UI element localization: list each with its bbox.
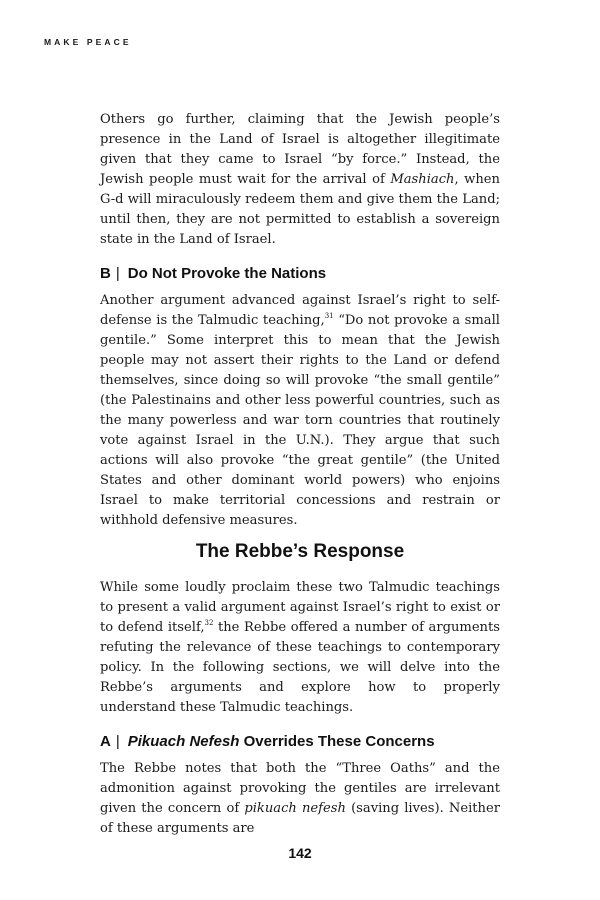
paragraph-text: , when G-d will miraculously redeem them and give them the Land; until then, they are not permitted to establish a sovereign state in the Land of Israel.: [100, 172, 500, 247]
subheading-letter: A: [100, 733, 111, 750]
footnote-ref-32[interactable]: 32: [204, 618, 214, 627]
page-number: 142: [288, 845, 312, 861]
section-title: The Rebbe’s Response: [195, 541, 405, 562]
paragraph-text: the Rebbe offered a number of arguments refuting the relevance of these teachings to contemporary policy. In the following sections, we will delve into the Rebbe’s arguments and explore how to properly understand these Talmudic teachings.: [100, 620, 500, 715]
paragraph-others-go-further: [100, 110, 500, 250]
subheading-separator: |: [115, 265, 120, 282]
footnote-ref-31[interactable]: 31: [324, 311, 334, 320]
subheading-pikuach-nefesh: [100, 733, 500, 750]
emphasis-pikuach-nefesh: pikuach nefesh: [244, 801, 346, 816]
paragraph-text: Others go further, claiming that the Jewish people’s presence in the Land of Israel is altogether illegitimate given that they came to Israel “by force.” Instead, the Jewish people must wait for the arrival of: [100, 112, 500, 187]
paragraph-rebbe-notes: [100, 759, 500, 839]
subheading-separator: |: [115, 733, 120, 750]
paragraph-another-argument: [100, 291, 500, 531]
subheading-title-emphasis: Pikuach Nefesh: [127, 733, 240, 750]
paragraph-text: (saving lives). Neither of these arguments are: [100, 801, 500, 836]
paragraph-rebbe-response: [100, 578, 500, 718]
paragraph-text: While some loudly proclaim these two Talmudic teachings to present a valid argument against Israel’s right to exist or to defend itself,: [100, 580, 500, 635]
paragraph-text: The Rebbe notes that both the “Three Oaths” and the admonition against provoking the gentiles are irrelevant given the concern of: [100, 761, 500, 816]
subheading-title: Do Not Provoke the Nations: [127, 265, 327, 282]
subheading-letter: B: [100, 265, 111, 282]
paragraph-text: “Do not provoke a small gentile.” Some interpret this to mean that the Jewish people may not assert their rights to the Land or defend themselves, since doing so will provoke “the small gentile” (the Palestinains and other less powerful countries, such as the many powerless and war torn countries that routinely vote against Israel in the U.N.). They argue that such actions will also provoke “the great gentile” (the United States and other dominant world powers) who enjoins Israel to make territorial concessions and restrain or withhold defensive measures.: [100, 313, 500, 528]
subheading-title: Overrides These Concerns: [239, 733, 435, 750]
subheading-do-not-provoke: [100, 265, 500, 282]
paragraph-text: Another argument advanced against Israel’s right to self-defense is the Talmudic teaching,: [100, 293, 500, 328]
running-head: MAKE PEACE: [44, 37, 132, 47]
emphasis-mashiach: Mashiach: [390, 172, 455, 187]
